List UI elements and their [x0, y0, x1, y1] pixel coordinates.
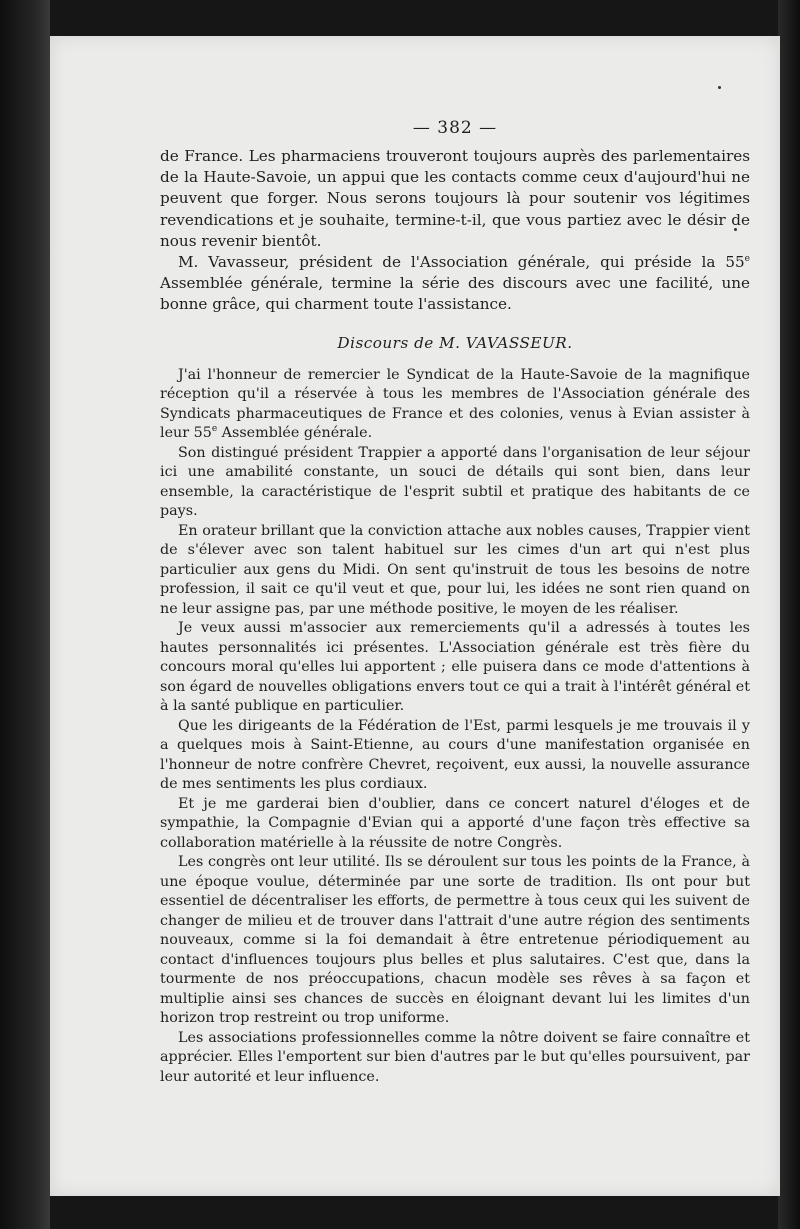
- speech-paragraph: Je veux aussi m'associer aux remerciements qu'il a adressés à toutes les hautes personnalités ici présentes. L'Association générale est très fière du concours moral qu'elles lui apportent ; elle puisera dans ce mode d'attentions à son égard de nouvelles obligations envers tout ce qui a trait à l'intérêt général et à la santé publique en particulier.: [160, 620, 750, 715]
- speech-paragraph: Et je me garderai bien d'oublier, dans ce concert naturel d'éloges et de sympathie, la Compagnie d'Evian qui a apporté d'une façon très effective sa collaboration matérielle à la réussite de notre Congrès.: [160, 795, 750, 851]
- intro-text: Assemblée générale, termine la série des discours avec une facilité, une bonne grâce, qui charment toute l'assistance.: [160, 274, 750, 314]
- page-content: [160, 118, 750, 1087]
- speech-text: J'ai l'honneur de remercier le Syndicat de la Haute-Savoie de la magnifique réception qu'il a réservée à tous les membres de l'Association générale des Syndicats pharmaceutiques de France et des colonies, venus à Evian assister à leur 55: [160, 366, 750, 442]
- speech-paragraph: Les congrès ont leur utilité. Ils se déroulent sur tous les points de la France, à une époque voulue, déterminée par une sorte de tradition. Ils ont pour but essentiel de décentraliser les efforts, de permettre à tous ceux qui les suivent de changer de milieu et de trouver dans l'attrait d'une autre région des sentiments nouveaux, comme si la foi demandait à être entretenue périodiquement au contact d'influences toujours plus belles et plus salutaires. C'est que, dans la tourmente de nos préoccupations, chacun modèle ses rêves à sa façon et multiplie ainsi ses chances de succès en éloignant devant lui les limites d'un horizon trop restreint ou trop uniforme.: [160, 854, 750, 1027]
- speech-heading: Discours de M. VAVASSEUR.: [337, 333, 573, 352]
- page-number: — 382 —: [412, 118, 498, 138]
- speech-text: Assemblée générale.: [217, 425, 373, 442]
- speech-paragraph: En orateur brillant que la conviction attache aux nobles causes, Trappier vient de s'élever avec son talent habituel sur les cimes d'un art qui n'est plus particulier aux gens du Midi. On sent qu'instruit de tous les besoins de notre profession, il sait ce qu'il veut et que, pour lui, les idées ne sont rien quand on ne leur assigne pas, par une méthode positive, le moyen de les réaliser.: [160, 522, 750, 617]
- scan-left-edge: [0, 0, 50, 1229]
- intro-paragraph: de France. Les pharmaciens trouveront toujours auprès des parlementaires de la Haute-Savoie, un appui que les contacts comme ceux d'aujourd'hui ne peuvent que forger. Nous serons toujours là pour soutenir vos légitimes revendications et je souhaite, termine-t-il, que vous partiez avec le désir de nous revenir bientôt.: [160, 147, 750, 250]
- intro-text: M. Vavasseur, président de l'Association générale, qui préside la 55: [178, 253, 745, 272]
- intro-paragraph-vavasseur: [160, 252, 750, 316]
- document-page: [50, 36, 780, 1196]
- speech-paragraph: Son distingué président Trappier a apporté dans l'organisation de leur séjour ici une amabilité constante, un souci de détails qui sont bien, dans leur ensemble, la caractéristique de l'esprit subtil et pratique des habitants de ce pays.: [160, 444, 750, 520]
- speech-paragraph: Les associations professionnelles comme la nôtre doivent se faire connaître et apprécier. Elles l'emportent sur bien d'autres par le but qu'elles poursuivent, par leur autorité et leur influence.: [160, 1029, 750, 1085]
- speech-paragraph: [160, 366, 750, 444]
- ordinal-superscript: e: [211, 424, 218, 435]
- speck-mark: [718, 86, 721, 89]
- scan-right-edge: [778, 0, 800, 1229]
- speech-paragraph: Que les dirigeants de la Fédération de l'Est, parmi lesquels je me trouvais il y a quelques mois à Saint-Etienne, au cours d'une manifestation organisée en l'honneur de notre confrère Chevret, reçoivent, eux aussi, la nouvelle assurance de mes sentiments les plus cordiaux.: [160, 717, 750, 793]
- ordinal-superscript: e: [744, 253, 750, 264]
